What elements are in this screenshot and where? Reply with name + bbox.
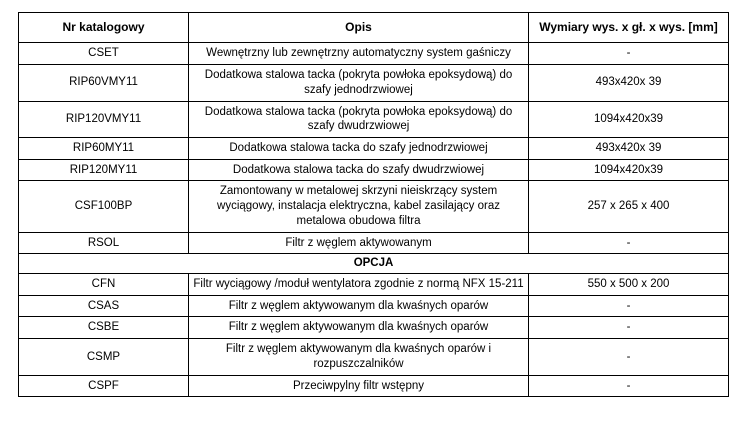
table-row	[19, 43, 729, 65]
cell-description: Dodatkowa stalowa tacka do szafy dwudrzwiowej	[189, 159, 529, 181]
cell-description: Filtr z węglem aktywowanym dla kwaśnych oparów	[189, 295, 529, 317]
cell-dimensions: -	[529, 375, 729, 397]
cell-description: Dodatkowa stalowa tacka (pokryta powłoka epoksydową) do szafy jednodrzwiowej	[189, 65, 529, 101]
table-row	[19, 181, 729, 232]
cell-description: Filtr z węglem aktywowanym	[189, 232, 529, 254]
section-label: OPCJA	[19, 254, 729, 274]
cell-description: Przeciwpylny filtr wstępny	[189, 375, 529, 397]
cell-description: Filtr z węglem aktywowanym dla kwaśnych oparów i rozpuszczalników	[189, 339, 529, 375]
cell-dimensions: 493x420x 39	[529, 137, 729, 159]
cell-dimensions: 1094x420x39	[529, 159, 729, 181]
cell-dimensions: -	[529, 295, 729, 317]
cell-catalog: RIP60VMY11	[19, 65, 189, 101]
table-row	[19, 339, 729, 375]
cell-catalog: CSMP	[19, 339, 189, 375]
cell-dimensions: -	[529, 43, 729, 65]
section-row-opcja	[19, 254, 729, 274]
header-row	[19, 13, 729, 43]
table-row	[19, 295, 729, 317]
cell-catalog: CSPF	[19, 375, 189, 397]
table-row	[19, 375, 729, 397]
table-row	[19, 273, 729, 295]
cell-catalog: RIP120MY11	[19, 159, 189, 181]
table-row	[19, 232, 729, 254]
table-row	[19, 137, 729, 159]
cell-catalog: CSET	[19, 43, 189, 65]
cell-dimensions: 550 x 500 x 200	[529, 273, 729, 295]
table-row	[19, 159, 729, 181]
cell-catalog: CSF100BP	[19, 181, 189, 232]
table-row	[19, 317, 729, 339]
column-header-dimensions: Wymiary wys. x gł. x wys. [mm]	[529, 13, 729, 43]
cell-dimensions: 493x420x 39	[529, 65, 729, 101]
table-header	[19, 13, 729, 43]
cell-catalog: CFN	[19, 273, 189, 295]
cell-dimensions: -	[529, 232, 729, 254]
cell-dimensions: 257 x 265 x 400	[529, 181, 729, 232]
cell-dimensions: -	[529, 317, 729, 339]
table-row	[19, 65, 729, 101]
cell-catalog: RIP120VMY11	[19, 101, 189, 137]
table-body	[19, 43, 729, 397]
cell-catalog: CSAS	[19, 295, 189, 317]
cell-description: Dodatkowa stalowa tacka (pokryta powłoka epoksydową) do szafy dwudrzwiowej	[189, 101, 529, 137]
cell-description: Zamontowany w metalowej skrzyni nieiskrzący system wyciągowy, instalacja elektryczna, kabel zasilający oraz metalowa obudowa filtra	[189, 181, 529, 232]
cell-catalog: RSOL	[19, 232, 189, 254]
cell-description: Dodatkowa stalowa tacka do szafy jednodrzwiowej	[189, 137, 529, 159]
cell-catalog: CSBE	[19, 317, 189, 339]
cell-description: Filtr wyciągowy /moduł wentylatora zgodnie z normą NFX 15-211	[189, 273, 529, 295]
column-header-description: Opis	[189, 13, 529, 43]
cell-catalog: RIP60MY11	[19, 137, 189, 159]
cell-description: Filtr z węglem aktywowanym dla kwaśnych oparów	[189, 317, 529, 339]
cell-description: Wewnętrzny lub zewnętrzny automatyczny system gaśniczy	[189, 43, 529, 65]
column-header-catalog: Nr katalogowy	[19, 13, 189, 43]
table-row	[19, 101, 729, 137]
cell-dimensions: -	[529, 339, 729, 375]
specification-table	[18, 12, 729, 397]
cell-dimensions: 1094x420x39	[529, 101, 729, 137]
